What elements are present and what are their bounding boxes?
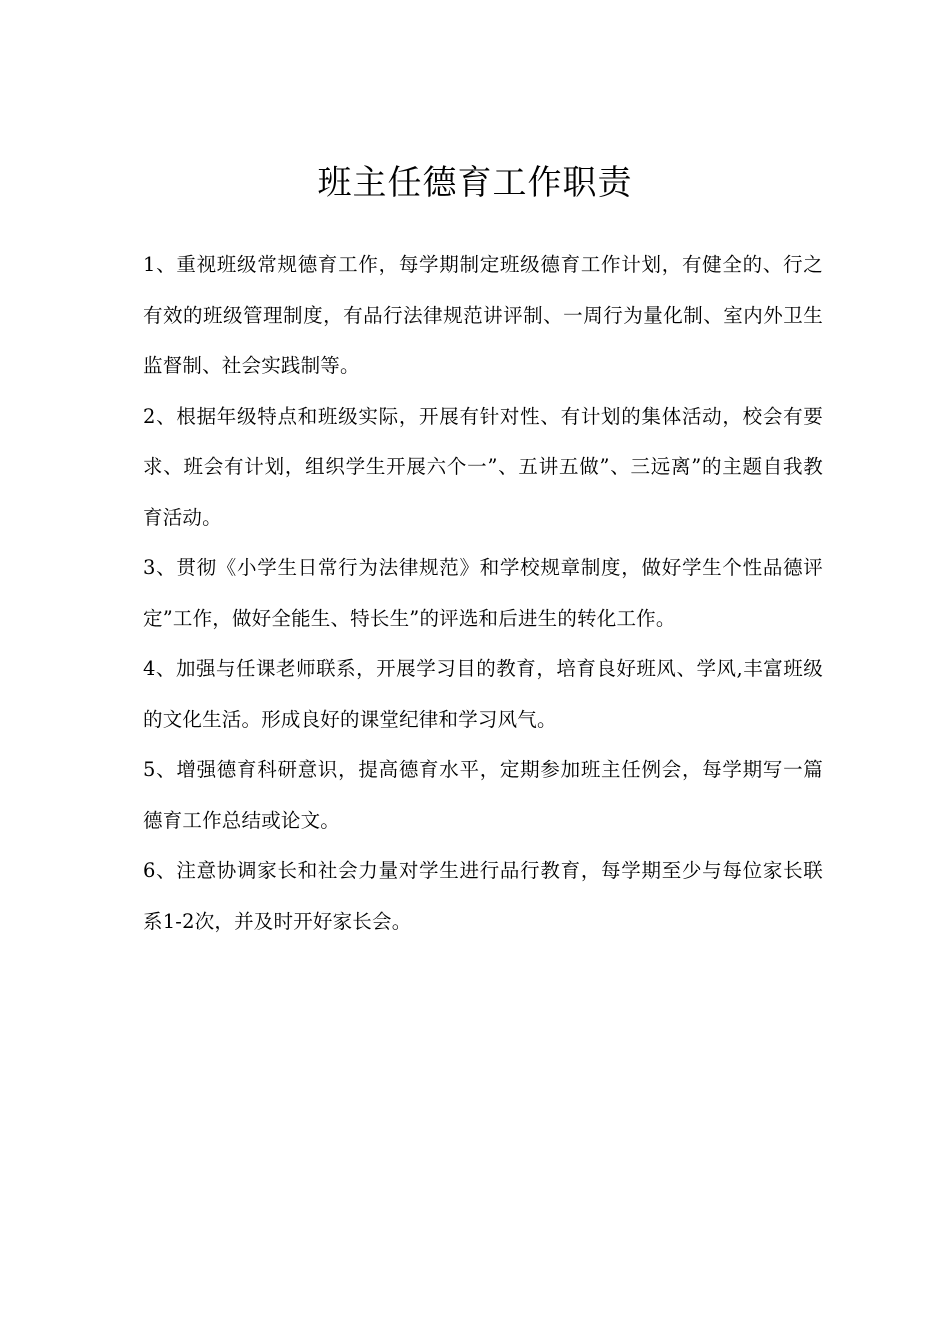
paragraph-2: 2、根据年级特点和班级实际，开展有针对性、有计划的集体活动，校会有要求、班会有计划，组织学生开展六个一”、五讲五做”、三远离”的主题自我教育活动。 [143, 404, 823, 529]
paragraph-5: 5、增强德育科研意识，提高德育水平，定期参加班主任例会，每学期写一篇德育工作总结或论文。 [143, 758, 823, 832]
document-title: 班主任德育工作职责 [317, 162, 633, 203]
document-body [143, 240, 823, 947]
paragraph-3: 3、贯彻《小学生日常行为法律规范》和学校规章制度，做好学生个性品德评定”工作，做好全能生、特长生”的评选和后进生的转化工作。 [143, 556, 823, 630]
paragraph-1: 1、重视班级常规德育工作，每学期制定班级德育工作计划，有健全的、行之有效的班级管理制度，有品行法律规范讲评制、一周行为量化制、室内外卫生监督制、社会实践制等。 [143, 253, 823, 377]
paragraph-6: 6、注意协调家长和社会力量对学生进行品行教育，每学期至少与每位家长联系1-2次，并及时开好家长会。 [143, 859, 823, 933]
paragraph-4: 4、加强与任课老师联系，开展学习目的教育，培育良好班风、学风,丰富班级的文化生活。形成良好的课堂纪律和学习风气。 [143, 657, 823, 731]
